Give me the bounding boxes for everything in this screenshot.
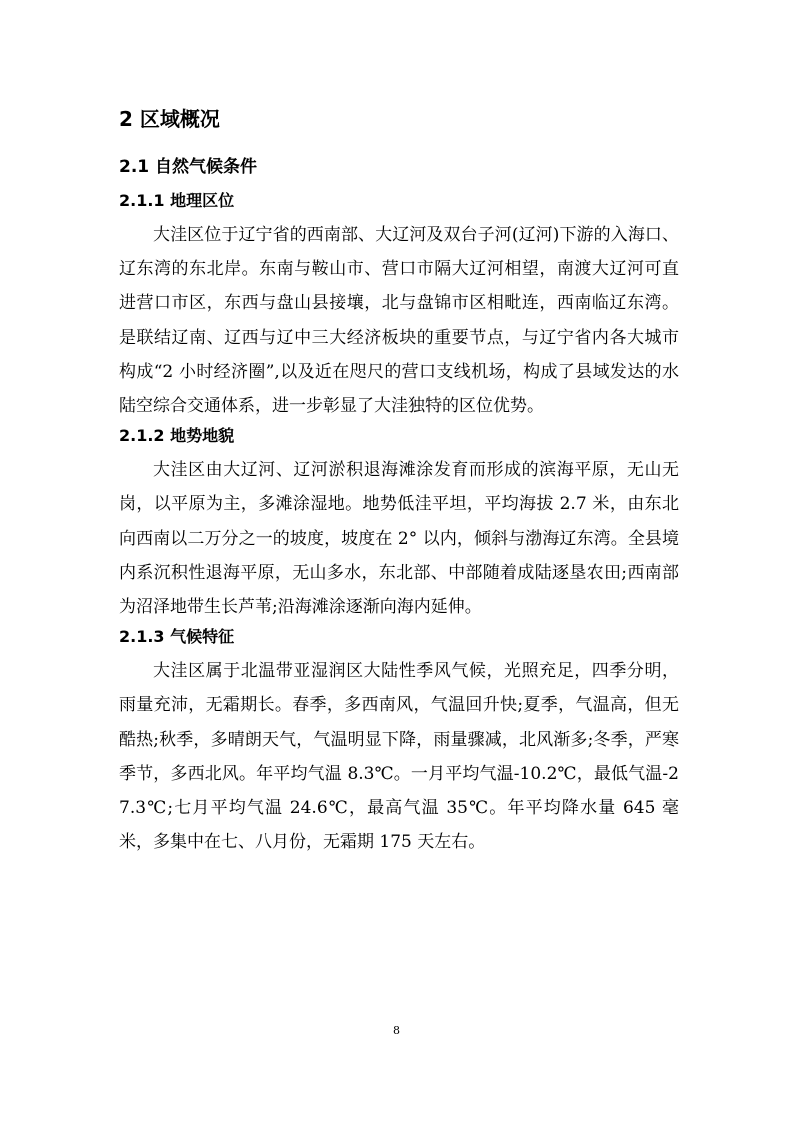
section-2-1-2-paragraph: 大洼区由大辽河、辽河淤积退海滩涂发育而形成的滨海平原，无山无岗，以平原为主，多滩涂湿地。地势低洼平坦，平均海拔 2.7 米，由东北向西南以二万分之一的坡度，坡度在 2° 以内，倾斜与渤海辽东湾。全县境内系沉积性退海平原，无山多水，东北部、中部随着成陆逐垦农田;西南部为沼泽地带生长芦苇;沿海滩涂逐渐向海内延伸。 bbox=[119, 460, 679, 618]
section-2-1-2-heading: 2.1.2 地势地貌 bbox=[119, 426, 235, 446]
section-2-1-3-heading: 2.1.3 气候特征 bbox=[119, 627, 235, 647]
page-number: 8 bbox=[393, 1024, 400, 1037]
section-2-1-1-paragraph: 大洼区位于辽宁省的西南部、大辽河及双台子河(辽河)下游的入海口、辽东湾的东北岸。东南与鞍山市、营口市隔大辽河相望，南渡大辽河可直进营口市区，东西与盘山县接壤，北与盘锦市区相毗连，西南临辽东湾。是联结辽南、辽西与辽中三大经济板块的重要节点，与辽宁省内各大城市构成“2 小时经济圈”,以及近在咫尺的营口支线机场，构成了县域发达的水陆空综合交通体系，进一步彰显了大洼独特的区位优势。 bbox=[119, 225, 679, 417]
section-2-1-heading: 2.1 自然气候条件 bbox=[119, 157, 258, 177]
page-content bbox=[119, 102, 679, 859]
section-2-1-3-paragraph: 大洼区属于北温带亚湿润区大陆性季风气候，光照充足，四季分明，雨量充沛，无霜期长。春季，多西南风，气温回升快;夏季，气温高，但无酷热;秋季，多晴朗天气，气温明显下降，雨量骤减，北风渐多;冬季，严寒季节，多西北风。年平均气温 8.3℃。一月平均气温-10.2℃，最低气温-27.3℃;七月平均气温 24.6℃，最高气温 35℃。年平均降水量 645 毫米，多集中在七、八月份，无霜期 175 天左右。 bbox=[119, 661, 679, 853]
section-2-1-1-heading: 2.1.1 地理区位 bbox=[119, 191, 235, 210]
chapter-heading: 2 区域概况 bbox=[119, 107, 220, 131]
